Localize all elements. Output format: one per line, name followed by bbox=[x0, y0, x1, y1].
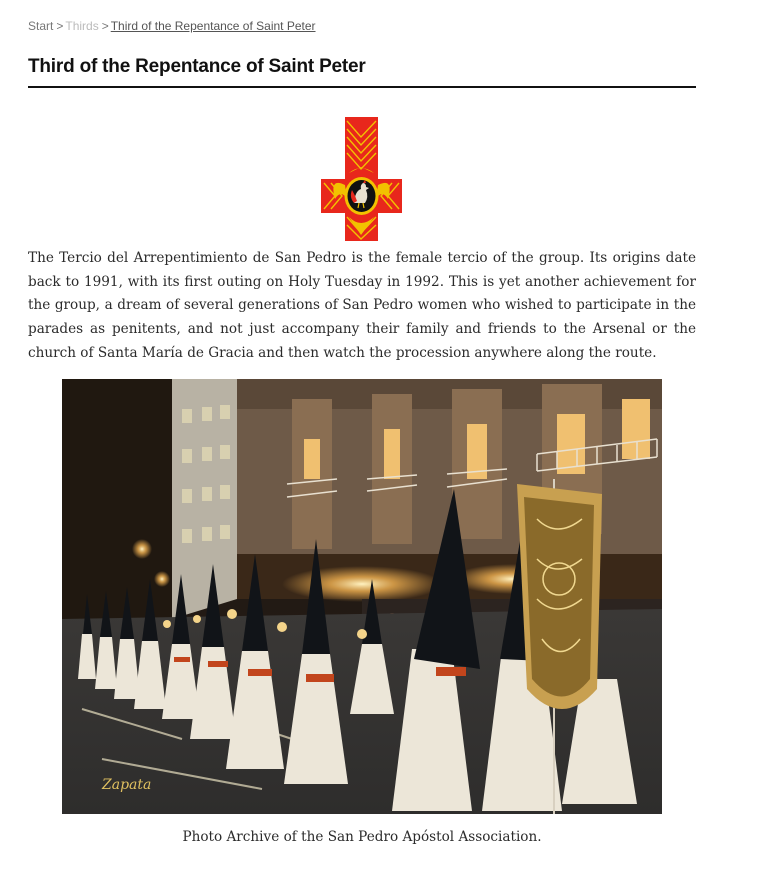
breadcrumb-start-link[interactable]: Start bbox=[28, 19, 54, 33]
rooster-cross-emblem-icon bbox=[321, 117, 402, 241]
procession-photo bbox=[62, 379, 662, 814]
breadcrumb-separator: > bbox=[56, 19, 64, 33]
breadcrumb-separator: > bbox=[101, 19, 109, 33]
breadcrumb bbox=[28, 19, 316, 33]
breadcrumb-current-link[interactable]: Third of the Repentance of Saint Peter bbox=[110, 19, 316, 33]
photographer-signature: Zapata bbox=[102, 777, 152, 793]
page-title: Third of the Repentance of Saint Peter bbox=[28, 56, 696, 88]
photo-caption: Photo Archive of the San Pedro Apóstol Association. bbox=[182, 829, 542, 845]
breadcrumb-thirds-link[interactable]: Thirds bbox=[65, 19, 99, 33]
intro-paragraph: The Tercio del Arrepentimiento de San Pedro is the female tercio of the group. Its origins date back to 1991, with its first outing on Holy Tuesday in 1992. This is yet another achievement for the group, a dream of several generations of San Pedro women who wished to participate in the parades as penitents, and not just accompany their family and friends to the Arsenal or the church of Santa María de Gracia and then watch the procession anywhere along the route. bbox=[28, 250, 696, 361]
